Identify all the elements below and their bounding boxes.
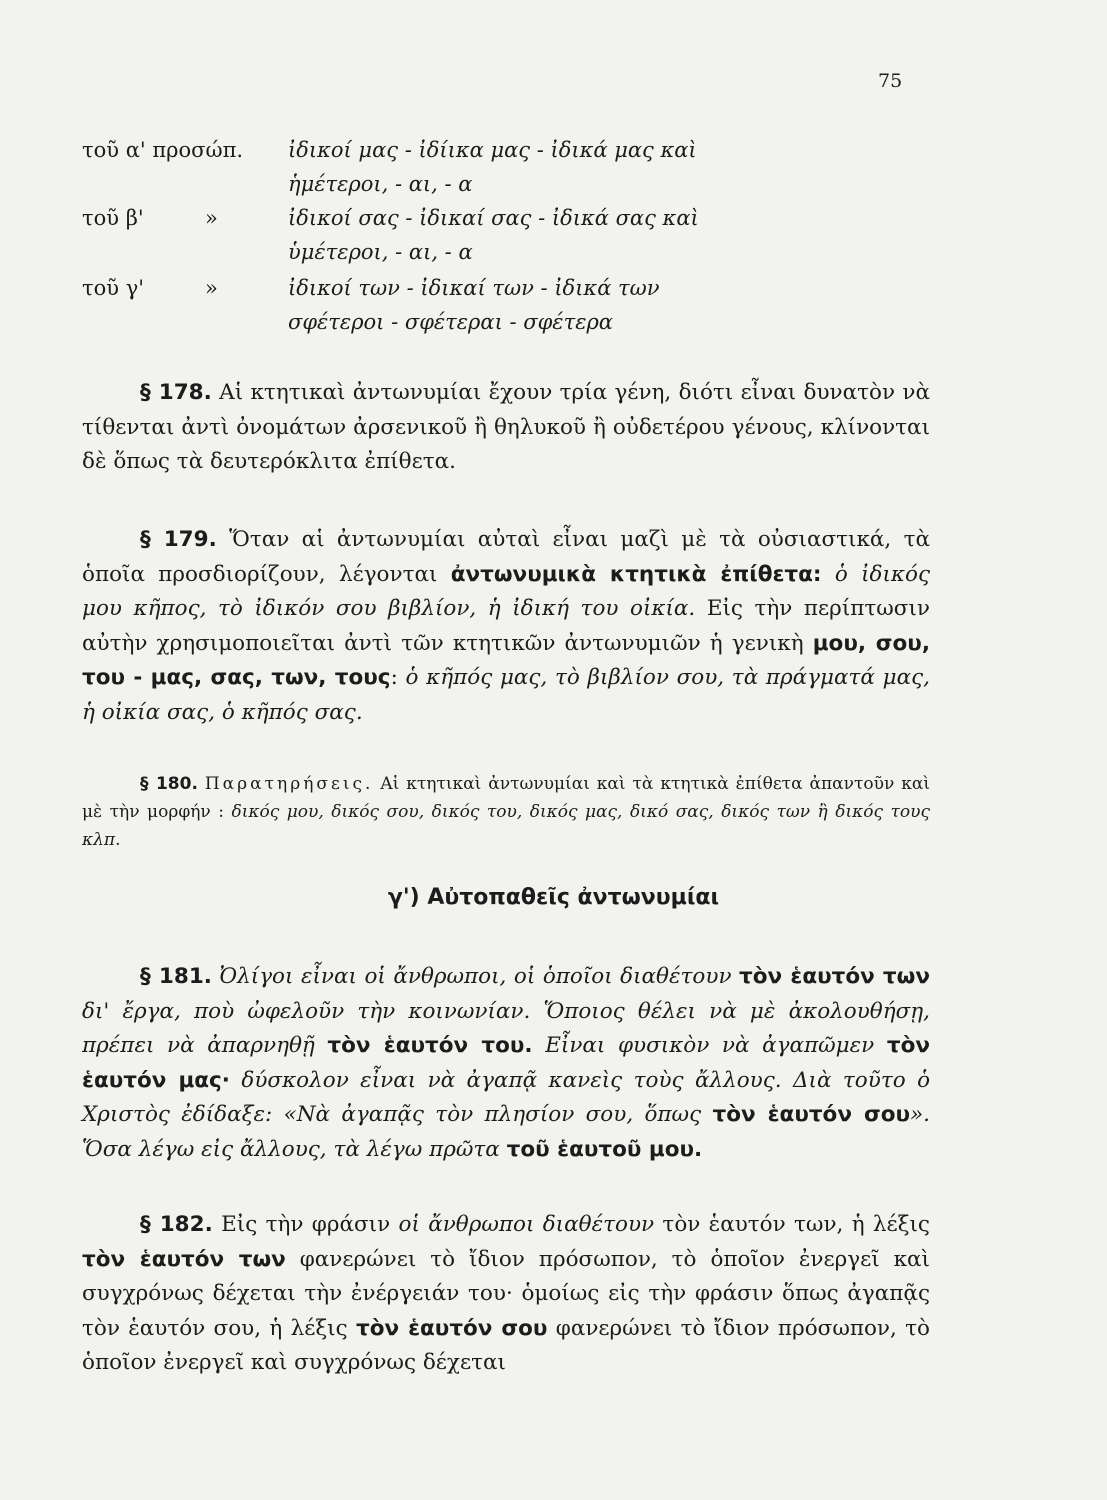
paragraph-text: Ὅταν αἱ ἀντωνυμίαι αὐταὶ εἶναι μαζὶ μὲ τὰ οὐσιαστικά, τὰ ὁποῖα προσδιορίζουν, λέγονται: [82, 527, 930, 587]
section-number: § 178.: [140, 380, 212, 405]
section-number: § 182.: [140, 1212, 213, 1237]
possessive-forms-ancient: σφέτεροι - σφέτεραι - σφέτερα: [288, 310, 613, 334]
example-italic: δύσκολον εἶναι νὰ ἀγαπᾷ κανεὶς τοὺς ἄλλους. Διὰ τοῦτο ὁ Χριστὸς ἐδίδαξε: «Νὰ ἀγαπᾷς τὸν πλησίον σου, ὅπως: [82, 1067, 931, 1127]
example-italic: οἱ ἄνθρωποι διαθέτουν: [398, 1212, 655, 1237]
section-number: § 181.: [140, 964, 212, 989]
possessive-forms-ancient: ὑμέτεροι, - αι, - α: [288, 240, 473, 264]
term-bold: τὸν ἑαυτόν σου: [355, 1315, 548, 1341]
paragraph-text: φανερώνει τὸ ἴδιον πρόσωπον, τὸ ὁποῖον ἐνεργεῖ καὶ συγχρόνως δέχεται τὴν ἐνέργειάν του· ὁμοίως εἰς τὴν φράσιν ὅπως ἀγαπᾷς τὸν ἑαυτόν σου, ἡ λέξις: [82, 1246, 930, 1341]
possessive-forms: ἰδικοί σας - ἰδικαί σας - ἰδικά σας καὶ: [288, 206, 699, 230]
paragraph-text: τὸν ἑαυτόν των,: [662, 1212, 844, 1237]
paragraph-182: [82, 1208, 930, 1381]
paragraph-text: φανερώνει τὸ ἴδιον πρόσωπον, τὸ ὁποῖον ἐνεργεῖ καὶ συγχρόνως δέχεται: [82, 1315, 930, 1375]
paragraph-text: ἡ λέξις: [851, 1212, 930, 1237]
person-label: τοῦ β': [82, 206, 144, 230]
colon: :: [390, 665, 398, 690]
possessive-forms-ancient: ἡμέτεροι, - αι, - α: [288, 172, 473, 196]
paragraph-text: Εἰς τὴν περίπτωσιν αὐτὴν χρησιμοποιεῖται ἀντὶ τῶν κτητικῶν ἀντωνυμιῶν ἡ γενικὴ: [82, 596, 930, 656]
term-bold: τὸν ἑαυτόν των: [82, 1246, 286, 1272]
paragraph-text: Αἱ κτητικαὶ ἀντωνυμίαι καὶ τὰ κτητικὰ ἐπίθετα ἀπαντοῦν καὶ μὲ τὴν μορφήν :: [82, 774, 930, 822]
example-italic: δι' ἔργα, ποὺ ὠφελοῦν τὴν κοινωνίαν. Ὅποιος θέλει νὰ μὲ ἀκολουθήσῃ, πρέπει νὰ ἀπαρνηθῇ: [82, 998, 930, 1058]
term-bold: τὸν ἑαυτόν του.: [327, 1033, 533, 1058]
possessive-forms: ἰδικοί μας - ἰδίικα μας - ἰδικά μας καὶ: [288, 138, 697, 162]
term-bold: τὸν ἑαυτόν σου: [712, 1102, 910, 1127]
section-number: § 179.: [140, 527, 217, 552]
example-italic: Εἶναι φυσικὸν νὰ ἀγαπῶμεν: [545, 1033, 875, 1058]
example-italic: ὁ κῆπός μας, τὸ βιβλίον σου, τὰ πράγματά μας, ἡ οἰκία σας, ὁ κῆπός σας.: [82, 665, 930, 725]
example-italic: ». Ὅσα λέγω εἰς ἄλλους, τὰ λέγω πρῶτα: [82, 1102, 930, 1162]
remarks-label: Παρατηρήσεις.: [204, 774, 374, 794]
example-italic: δικός μου, δικός σου, δικός του, δικός μας, δικό σας, δικός των ἢ δικός τους κλπ.: [82, 802, 931, 850]
term-bold: τὸν ἑαυτόν των: [739, 964, 930, 989]
paragraph-181: [82, 960, 930, 1167]
term-bold: μου, σου, του - μας, σας, των, τους: [82, 630, 930, 690]
term-bold: τοῦ ἑαυτοῦ μου.: [506, 1136, 703, 1162]
example-italic: Ὀλίγοι εἶναι οἱ ἄνθρωποι, οἱ ὁποῖοι διαθέτουν: [219, 964, 732, 989]
paragraph-179: [82, 523, 930, 730]
heading-text: γ') Αὐτοπαθεῖς ἀντωνυμίαι: [387, 885, 720, 910]
section-number: § 180.: [140, 774, 198, 794]
person-label: τοῦ γ': [82, 276, 145, 300]
possessive-forms: ἰδικοί των - ἰδικαί των - ἰδικά των: [288, 276, 660, 300]
paragraph-text: Εἰς τὴν φράσιν: [221, 1212, 391, 1237]
paragraph-178: [82, 376, 930, 480]
ditto-mark: »: [205, 276, 218, 300]
ditto-mark: »: [205, 206, 218, 230]
paragraph-text: Αἱ κτητικαὶ ἀντωνυμίαι ἔχουν τρία γένη, διότι εἶναι δυνατὸν νὰ τίθενται ἀντὶ ὀνομάτων ἀρσενικοῦ ἢ θηλυκοῦ ἢ οὐδετέρου γένους, κλίνονται δὲ ὅπως τὰ δευτερόκλιτα ἐπίθετα.: [82, 380, 930, 474]
example-italic: ὁ ἰδικός μου κῆπος, τὸ ἰδικόν σου βιβλίον, ἡ ἰδική του οἰκία.: [82, 561, 930, 621]
section-heading: [0, 885, 1107, 910]
person-label: τοῦ α' προσώπ.: [82, 138, 244, 162]
term-bold: ἀντωνυμικὰ κτητικὰ ἐπίθετα:: [450, 561, 822, 587]
page-number: 75: [878, 70, 903, 92]
term-bold: τὸν ἑαυτόν μας·: [82, 1033, 930, 1093]
paragraph-180: [82, 770, 930, 854]
